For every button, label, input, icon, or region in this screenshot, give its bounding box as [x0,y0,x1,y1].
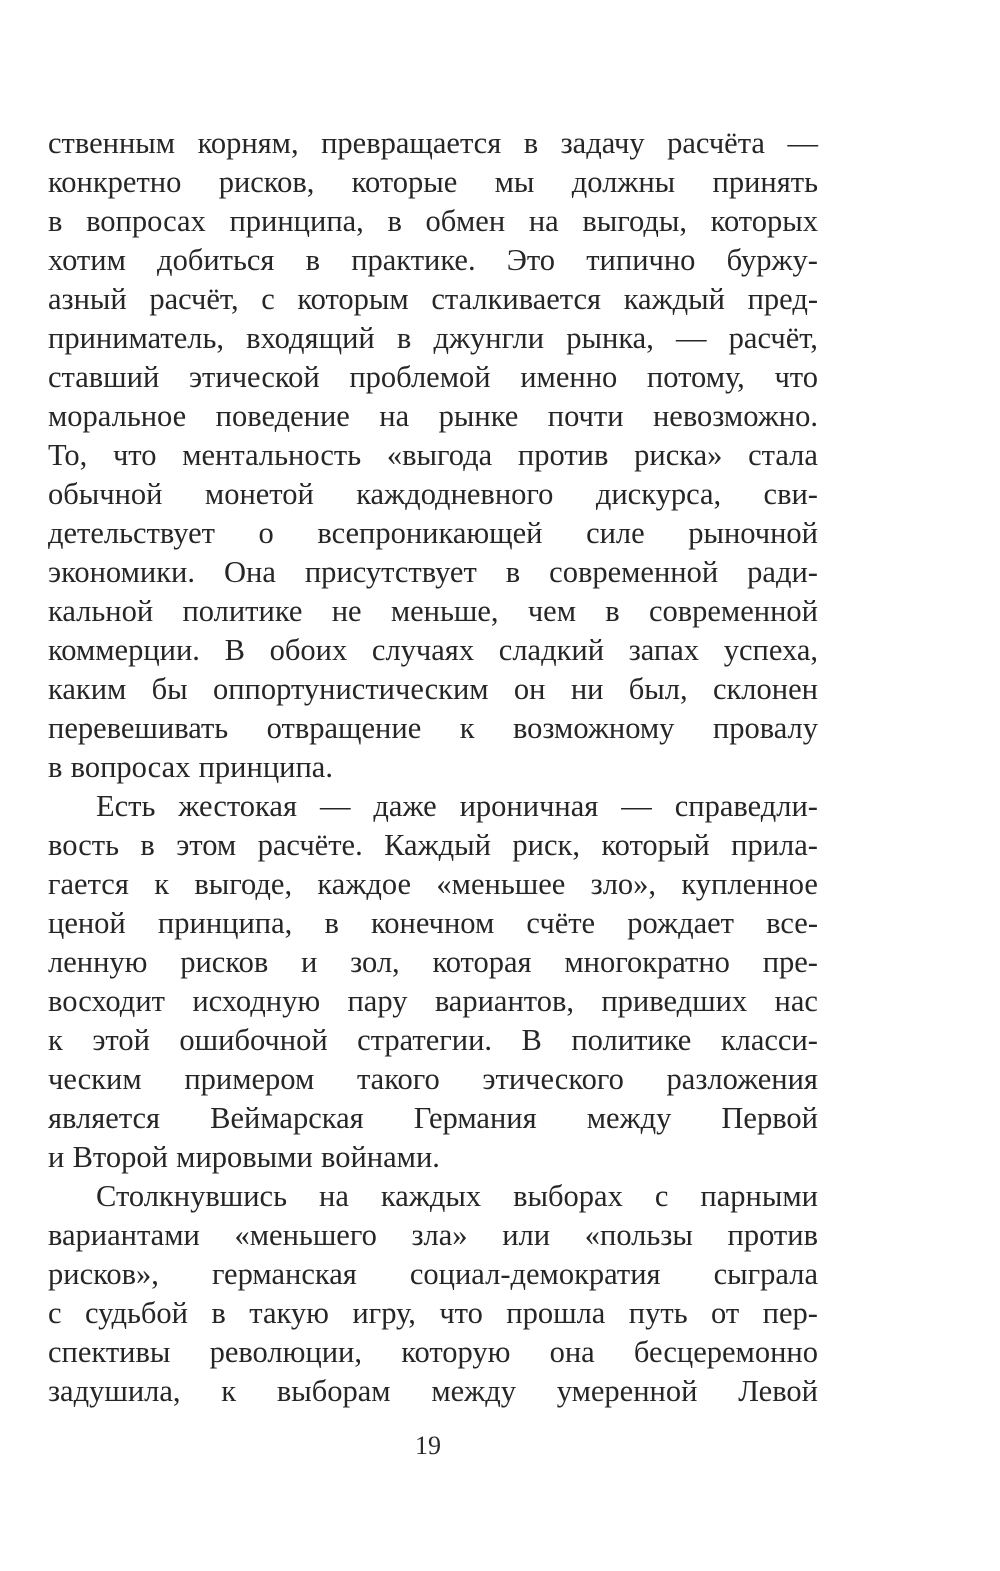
word: Она [223,555,276,589]
word: Второй [72,1140,168,1174]
word: о [258,516,274,550]
word: каждое [317,867,412,901]
word: риска» [634,438,723,472]
word: политике [182,594,303,628]
word: склонен [712,672,818,706]
word: вость [48,828,119,862]
word: В [521,1023,542,1057]
text-line [48,670,818,709]
word: То, [48,438,88,472]
word: все- [766,906,818,940]
text-line [48,1021,818,1060]
text-line [48,826,818,865]
word: отвращение [266,711,422,745]
word: этой [92,1023,150,1057]
word: рисков [180,945,269,979]
word: путь [628,1296,688,1330]
word: монетой [204,477,314,511]
word: или [502,1218,551,1252]
word: политике [571,1023,692,1057]
word: между [431,1374,517,1408]
word: игру, [352,1296,416,1330]
word: рыночной [688,516,818,550]
word: справедли- [674,789,818,823]
text-line [48,1099,818,1138]
word: ческим [48,1062,142,1096]
word: добиться [157,243,275,277]
word: к [48,1023,63,1057]
word: каждый [623,282,725,316]
text-line [48,397,818,436]
word: запах [628,633,700,667]
word: этического [482,1062,624,1096]
word: с [261,282,275,316]
word: на [379,399,410,433]
word: поведение [215,399,350,433]
word: всепроникающей [317,516,543,550]
word: принять [712,165,818,199]
word: «меньшее [436,867,566,901]
word: ни [570,672,604,706]
word: должны [571,165,676,199]
word: коммерции. [48,633,200,667]
word: зол, [350,945,400,979]
word: парными [700,1179,818,1213]
word: к [459,711,475,745]
text-line [48,202,818,241]
text-line [48,436,818,475]
word: обмен [425,204,506,238]
word: джунгли [433,321,545,355]
word: — [676,321,707,355]
word: выборам [276,1374,391,1408]
word: корням, [197,126,299,160]
word: Есть [96,789,156,823]
word: ценой [48,906,126,940]
text-line [48,1138,818,1177]
word: примером [184,1062,315,1096]
word: между [586,1101,672,1135]
word: экономики. [48,555,195,589]
word: — [787,126,818,160]
word: хотим [48,243,126,277]
word: чем [527,594,576,628]
word: от [711,1296,740,1330]
word: каким [48,672,127,706]
word: бы [151,672,188,706]
word: Первой [721,1101,818,1135]
word: в [387,204,402,238]
word: он [513,672,546,706]
word: современной [648,594,818,628]
text-line [48,982,818,1021]
text-line [48,787,818,826]
text-line [48,592,818,631]
word: класси- [720,1023,818,1057]
word: рынке [438,399,519,433]
word: рынка, [566,321,654,355]
word: почти [547,399,624,433]
word: риск, [512,828,580,862]
word: прошла [506,1296,606,1330]
word: практике. [351,243,476,277]
text-line [48,514,818,553]
word: обычной [48,477,163,511]
word: именно [520,360,618,394]
word: к [154,867,170,901]
word: вариантов, [434,984,574,1018]
word: сладкий [498,633,605,667]
word: расчёт, [728,321,818,355]
word: в [605,594,620,628]
word: случаях [371,633,475,667]
page-number [0,1430,1000,1462]
word: принципа, [229,204,364,238]
word: зла» [411,1218,468,1252]
word: в [48,204,63,238]
text-line [48,1372,818,1411]
word: которую [401,1335,511,1369]
word: невозможно. [652,399,818,433]
word: «меньшего [234,1218,377,1252]
word: приниматель, [48,321,225,355]
word: этом [176,828,237,862]
word: азный [48,282,127,316]
word: войнами. [321,1140,440,1174]
word: перевешивать [48,711,229,745]
word: восходит [48,984,165,1018]
word: счёте [526,906,596,940]
word: Германия [413,1101,537,1135]
word: который [601,828,710,862]
word: Столкнувшись [96,1179,287,1213]
word: с [48,1296,62,1330]
word: с [654,1179,669,1213]
word: в [211,1296,226,1330]
word: которых [710,204,818,238]
word: купленное [681,867,818,901]
word: пре- [762,945,818,979]
word: ментальность [182,438,362,472]
word: выборах [513,1179,623,1213]
word: на [319,1179,349,1213]
word: в [505,555,521,589]
word: ставший [48,360,160,394]
word: которым [297,282,409,316]
word: зло», [590,867,657,901]
word: оппортунистическим [212,672,489,706]
word: которая [432,945,532,979]
word: каждодневного [356,477,554,511]
word: меньше, [390,594,499,628]
word: Это [506,243,556,277]
word: расчёт, [149,282,239,316]
word: нас [774,984,818,1018]
text-line [48,241,818,280]
text-line [48,163,818,202]
word: и [48,1140,65,1174]
text-line [48,631,818,670]
word: возможному [512,711,675,745]
word: проблемой [349,360,491,394]
text-line [48,865,818,904]
word: потому, [646,360,745,394]
word: в [523,126,539,160]
text-line [48,553,818,592]
word: прила- [731,828,818,862]
text-line [48,124,818,163]
word: каждых [380,1179,482,1213]
word: бесцеремонно [633,1335,818,1369]
word: жестокая [178,789,297,823]
word: такого [356,1062,440,1096]
word: был, [628,672,688,706]
word: рисков», [48,1257,159,1291]
text-line [48,358,818,397]
word: расчёта [667,126,765,160]
word: такую [249,1296,329,1330]
word: не [331,594,362,628]
word: германская [211,1257,357,1291]
word: кальной [48,594,154,628]
word: принципа, [157,906,293,940]
word: Каждый [384,828,491,862]
word: В [224,633,245,667]
text-line [48,1294,818,1333]
word: которые [351,165,458,199]
text-line [48,1177,818,1216]
word: выгоды, [582,204,688,238]
word: вопросах [70,750,191,784]
word: выгоде, [194,867,293,901]
word: пер- [762,1296,818,1330]
word: мы [494,165,535,199]
word: входящий [246,321,375,355]
word: моральное [48,399,187,433]
word: пред- [747,282,818,316]
page-number-label: 19 [415,1431,441,1460]
word: даже [373,789,437,823]
word: рождает [627,906,734,940]
text-line [48,1255,818,1294]
text-line [48,1060,818,1099]
word: социал-демократия [409,1257,661,1291]
word: — [621,789,652,823]
word: в [48,750,63,784]
text-line [48,943,818,982]
text-line [48,709,818,748]
word: задушила, [48,1374,181,1408]
word: «выгода [386,438,493,472]
word: гается [48,867,129,901]
word: ственным [48,126,176,160]
word: присутствует [304,555,477,589]
word: конкретно [48,165,182,199]
word: и [301,945,318,979]
word: вариантами [48,1218,200,1252]
word: расчёте. [257,828,363,862]
word: революции, [209,1335,362,1369]
word: спективы [48,1335,171,1369]
word: вопросах [86,204,206,238]
word: исходную [192,984,321,1018]
word: в [324,906,339,940]
word: сыграла [713,1257,818,1291]
word: к [221,1374,237,1408]
page-body-text [48,124,818,1411]
word: современной [549,555,719,589]
word: детельствует [48,516,215,550]
word: «пользы [584,1218,693,1252]
text-line [48,280,818,319]
word: умеренной [556,1374,698,1408]
word: приведших [601,984,748,1018]
word: сталкивается [431,282,602,316]
text-line [48,319,818,358]
word: принципа. [198,750,333,784]
word: провалу [712,711,818,745]
word: пару [347,984,408,1018]
word: является [48,1101,161,1135]
word: на [528,204,559,238]
word: Левой [738,1374,818,1408]
word: — [319,789,351,823]
word: против [517,438,609,472]
word: мировыми [176,1140,313,1174]
text-line [48,1216,818,1255]
word: конечном [371,906,495,940]
word: судьбой [84,1296,188,1330]
word: успеха, [723,633,818,667]
word: в [305,243,321,277]
word: типично [586,243,696,277]
word: против [727,1218,818,1252]
word: многократно [564,945,730,979]
text-line [48,1333,818,1372]
word: дискурса, [595,477,722,511]
word: разложения [666,1062,818,1096]
word: стратегии. [357,1023,493,1057]
word: Веймарская [210,1101,364,1135]
word: ироничная [459,789,599,823]
word: в [140,828,155,862]
word: что [774,360,818,394]
word: превращается [321,126,502,160]
word: в [396,321,412,355]
word: буржу- [726,243,818,277]
word: ошибочной [179,1023,328,1057]
word: ленную [48,945,148,979]
text-line [48,904,818,943]
word: рисков, [218,165,315,199]
text-line [48,748,818,787]
word: стала [748,438,818,472]
word: обоих [269,633,348,667]
word: что [112,438,157,472]
word: сви- [763,477,818,511]
word: что [439,1296,483,1330]
word: силе [586,516,645,550]
text-line [48,475,818,514]
word: она [549,1335,595,1369]
word: ради- [747,555,818,589]
word: задачу [560,126,645,160]
word: этической [188,360,320,394]
